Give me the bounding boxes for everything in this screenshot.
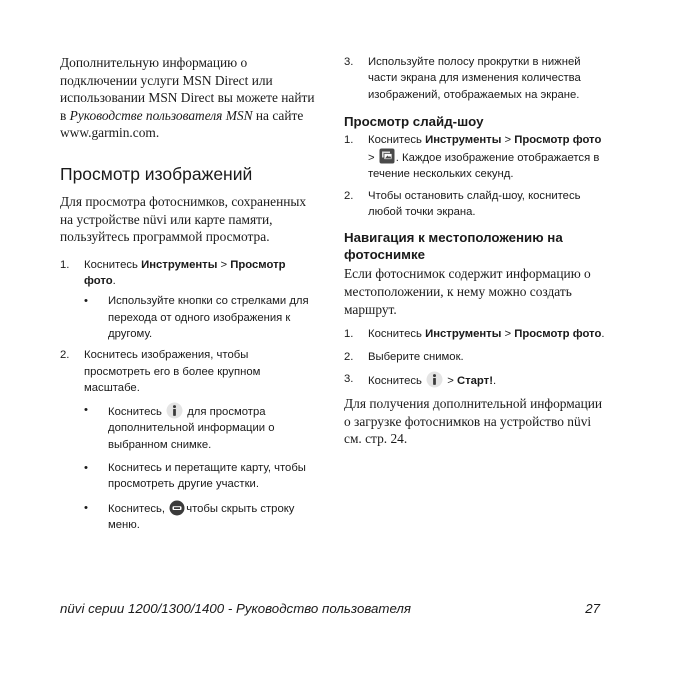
- view-images-description: Для просмотра фотоснимков, сохраненных на устройстве nüvi или карте памяти, пользуйтесь программой просмотра.: [60, 193, 307, 245]
- view-images-steps: [60, 257, 315, 533]
- navigate-step-2: 2. Выберите снимок.: [344, 351, 464, 364]
- slideshow-icon: [379, 148, 395, 164]
- msn-guide-title: Руководстве пользователя MSN: [69, 107, 253, 123]
- hide-menu-icon: [169, 500, 185, 516]
- step-1-bullets: [84, 293, 315, 342]
- footer-title: nüvi серии 1200/1300/1400 - Руководство пользователя: [60, 601, 412, 616]
- step-2: 2. Коснитесь изображения, чтобы просмотреть его в более крупном масштабе. • Коснитесь для просмотра дополнительной информации о выбранном снимке. • Коснитесь и перетащите карту, чтобы просмотреть другие участки. • Коснитесь, чтобы скрыть строку меню.: [60, 347, 315, 533]
- bullet-arrows: • Используйте кнопки со стрелками для перехода от одного изображения к другому.: [84, 295, 309, 340]
- photo-download-reference: Для получения дополнительной информации о загрузке фотоснимков на устройство nüvi см. стр. 24.: [344, 396, 603, 447]
- navigate-step-1: 1. Коснитесь Инструменты > Просмотр фото.: [344, 328, 605, 341]
- slideshow-step-2: 2. Чтобы остановить слайд-шоу, коснитесь любой точки экрана.: [344, 189, 581, 219]
- right-column: [344, 54, 606, 448]
- view-images-steps-continued: [344, 54, 606, 103]
- slideshow-steps: [344, 132, 606, 220]
- slideshow-step-1: 1. Коснитесь Инструменты > Просмотр фото > . Каждое изображение отображается в течение нескольких секунд.: [344, 133, 602, 181]
- navigate-to-photo-heading: Навигация к местоположению на фотоснимке: [344, 230, 563, 263]
- navigate-step-3: 3. Коснитесь > Старт!.: [344, 372, 497, 387]
- bullet-hide: • Коснитесь, чтобы скрыть строку меню.: [84, 501, 295, 531]
- bullet-info: • Коснитесь для просмотра дополнительной информации о выбранном снимке.: [84, 404, 275, 451]
- step-1: 1. Коснитесь Инструменты > Просмотр фото. • Используйте кнопки со стрелками для перехода от одного изображения к другому.: [60, 257, 315, 342]
- view-images-heading: Просмотр изображений: [60, 163, 253, 184]
- navigate-steps: [344, 326, 606, 389]
- msn-intro-paragraph: Дополнительную информацию о подключении услуги MSN Direct или использовании MSN Direct вы можете найти в Руководстве пользователя MSN на сайте www.garmin.com.: [60, 55, 315, 141]
- step-3: 3. Используйте полосу прокрутки в нижней части экрана для изменения количества изображений, отображаемых на экране.: [344, 56, 581, 101]
- info-icon: [426, 371, 443, 388]
- slideshow-heading: Просмотр слайд-шоу: [344, 113, 484, 129]
- page-number: 27: [585, 601, 600, 616]
- step-2-bullets: [84, 402, 315, 533]
- navigate-to-photo-description: Если фотоснимок содержит информацию о местоположении, к нему можно создать маршрут.: [344, 266, 591, 317]
- left-column: [60, 54, 315, 533]
- bullet-drag: • Коснитесь и перетащите карту, чтобы просмотреть другие участки.: [84, 462, 306, 491]
- info-icon: [166, 402, 183, 419]
